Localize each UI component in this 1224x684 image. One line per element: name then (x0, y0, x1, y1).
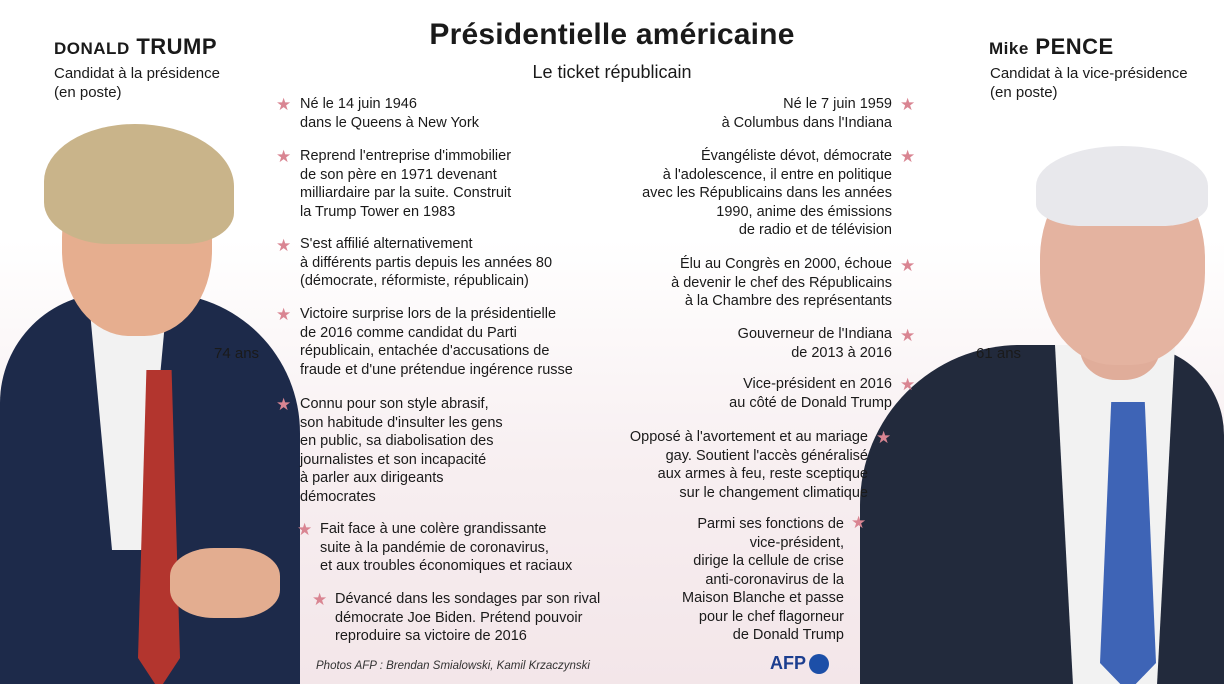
star-icon: ★ (900, 256, 916, 275)
pence-last-name: PENCE (1035, 34, 1114, 59)
pence-name (989, 34, 1114, 60)
trump-role (54, 64, 220, 102)
star-icon: ★ (297, 520, 313, 539)
star-icon: ★ (276, 95, 292, 114)
pence-bullet: Vice-président en 2016 au côté de Donald Trump (729, 376, 892, 411)
trump-bullet: Victoire surprise lors de la présidentielle de 2016 comme candidat du Parti républicain, entachée d'accusations de fraude et d'une prétendue ingérence russe (300, 306, 573, 378)
afp-logo-text: AFP (770, 653, 806, 673)
pence-age: 61 ans (976, 345, 1022, 362)
page-title: Présidentielle américaine (429, 18, 795, 51)
star-icon: ★ (276, 395, 292, 414)
afp-logo-dot-icon (809, 654, 829, 674)
star-icon: ★ (851, 513, 867, 532)
pence-bullet: Élu au Congrès en 2000, échoue à devenir le chef des Républicains à la Chambre des représentants (671, 256, 892, 309)
star-icon: ★ (876, 428, 892, 447)
page-subtitle: Le ticket républicain (532, 62, 692, 82)
pence-role (990, 64, 1188, 102)
star-icon: ★ (276, 236, 292, 255)
trump-bullet: Fait face à une colère grandissante suite à la pandémie de coronavirus, et aux troubles économiques et raciaux (320, 521, 573, 574)
pence-bullet: Gouverneur de l'Indiana de 2013 à 2016 (737, 326, 892, 361)
trump-last-name: TRUMP (136, 34, 218, 59)
star-icon: ★ (900, 147, 916, 166)
trump-bullet: Né le 14 juin 1946 dans le Queens à New York (300, 96, 479, 131)
star-icon: ★ (312, 590, 328, 609)
star-icon: ★ (900, 326, 916, 345)
star-icon: ★ (276, 305, 292, 324)
photo-credit: Photos AFP : Brendan Smialowski, Kamil Krzaczynski (316, 660, 590, 672)
trump-bullet: S'est affilié alternativement à différents partis depuis les années 80 (démocrate, réformiste, républicain) (300, 236, 553, 289)
star-icon: ★ (900, 375, 916, 394)
trump-first-name: DONALD (54, 39, 130, 58)
trump-bullet: Reprend l'entreprise d'immobilier de son père en 1971 devenant milliardaire par la suite. Construit la Trump Tower en 1983 (300, 148, 512, 220)
star-icon: ★ (276, 147, 292, 166)
pence-bullet: Parmi ses fonctions de vice-président, dirige la cellule de crise anti-coronavirus de la Maison Blanche et passe pour le chef flagorneur de Donald Trump (681, 516, 844, 643)
star-icon: ★ (900, 95, 916, 114)
pence-bullet: Né le 7 juin 1959 à Columbus dans l'Indiana (721, 96, 892, 131)
trump-bullet: Dévancé dans les sondages par son rival démocrate Joe Biden. Prétend pouvoir reproduire sa victoire de 2016 (335, 591, 601, 644)
trump-name (54, 34, 217, 60)
afp-logo (770, 653, 829, 674)
trump-bullet: Connu pour son style abrasif, son habitude d'insulter les gens en public, sa diabolisation des journalistes et son incapacité à parler aux dirigeants démocrates (300, 396, 503, 505)
pence-role-line1: Candidat à la vice-présidence (990, 65, 1188, 82)
trump-age: 74 ans (214, 345, 260, 362)
trump-role-line2: (en poste) (54, 84, 122, 101)
trump-photo (0, 118, 300, 684)
pence-role-line2: (en poste) (990, 84, 1058, 101)
trump-role-line1: Candidat à la présidence (54, 65, 220, 82)
pence-bullet: Opposé à l'avortement et au mariage gay. Soutient l'accès généralisé aux armes à feu, reste sceptique sur le changement climatique (629, 429, 868, 501)
pence-photo (860, 140, 1224, 684)
pence-first-name: Mike (989, 39, 1029, 58)
pence-bullet: Évangéliste dévot, démocrate à l'adolescence, il entre en politique avec les Républicains dans les années 1990, anime des émissions de radio et de télévision (642, 148, 892, 238)
